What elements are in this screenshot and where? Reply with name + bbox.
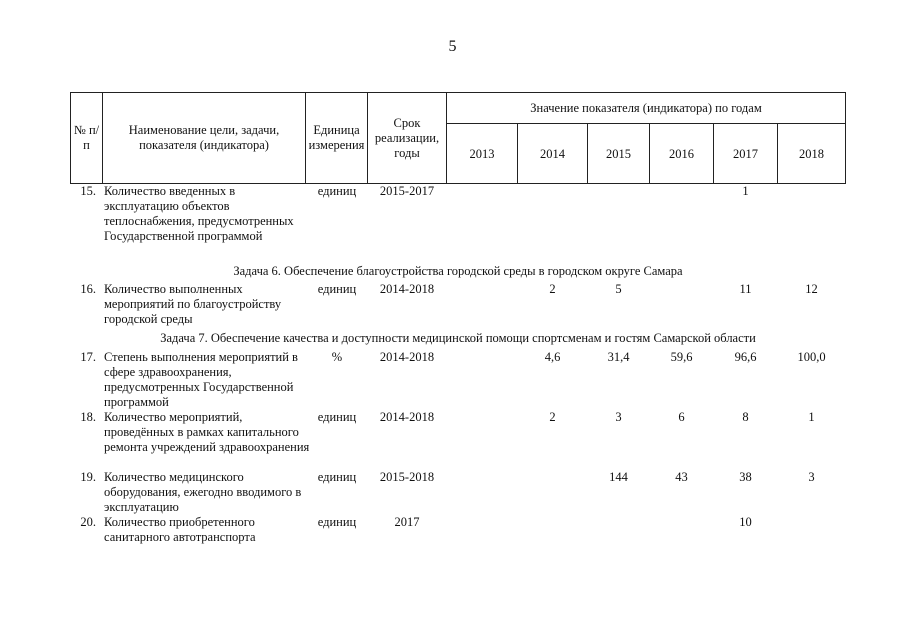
row-name: Количество приобретенного санитарного автотранспорта bbox=[104, 515, 256, 544]
row-name: Количество мероприятий, проведённых в рамках капитального ремонта учреждений здравоохранения bbox=[104, 410, 310, 454]
row-value: 2 bbox=[549, 410, 556, 424]
row-value: 11 bbox=[739, 282, 752, 296]
row-value: 3 bbox=[615, 410, 622, 424]
row-name: Степень выполнения мероприятий в сфере здравоохранения, предусмотренных Государственной программой bbox=[104, 350, 298, 409]
row-unit: единиц bbox=[317, 184, 357, 198]
header-year: 2015 bbox=[606, 146, 631, 161]
row-period: 2014-2018 bbox=[379, 410, 435, 424]
row-name: Количество медицинского оборудования, ежегодно вводимого в эксплуатацию bbox=[104, 470, 302, 514]
header-year: 2017 bbox=[733, 146, 758, 161]
header-unit: Единица измерения bbox=[308, 123, 365, 152]
row-value: 38 bbox=[739, 470, 752, 484]
header-name: Наименование цели, задачи, показателя (индикатора) bbox=[128, 123, 280, 152]
row-period: 2014-2018 bbox=[379, 350, 435, 364]
row-period: 2015-2017 bbox=[379, 184, 435, 198]
row-value: 6 bbox=[678, 410, 685, 424]
header-period: Срок реализации, годы bbox=[374, 115, 440, 160]
row-name: Количество выполненных мероприятий по благоустройству городской среды bbox=[104, 282, 282, 326]
header-values-title: Значение показателя (индикатора) по годам bbox=[530, 100, 762, 115]
header-year: 2014 bbox=[540, 146, 565, 161]
row-value: 31,4 bbox=[607, 350, 630, 364]
row-value: 1 bbox=[808, 410, 815, 424]
row-unit: единиц bbox=[317, 470, 357, 484]
section-heading: Задача 7. Обеспечение качества и доступности медицинской помощи спортсменам и гостям Самарской области bbox=[160, 331, 756, 345]
row-period: 2017 bbox=[394, 515, 420, 529]
row-unit: % bbox=[331, 350, 343, 364]
row-value: 43 bbox=[675, 470, 688, 484]
row-num: 18. bbox=[80, 410, 96, 424]
table-header bbox=[70, 92, 846, 184]
header-year: 2018 bbox=[799, 146, 824, 161]
page-number: 5 bbox=[448, 38, 457, 55]
section-heading: Задача 6. Обеспечение благоустройства городской среды в городском округе Самара bbox=[233, 264, 683, 278]
row-value: 5 bbox=[615, 282, 622, 296]
row-value: 4,6 bbox=[544, 350, 561, 364]
row-unit: единиц bbox=[317, 282, 357, 296]
header-num: № п/п bbox=[73, 123, 100, 152]
header-year: 2013 bbox=[469, 146, 495, 161]
row-value: 100,0 bbox=[797, 350, 826, 364]
row-value: 96,6 bbox=[734, 350, 757, 364]
row-value: 2 bbox=[549, 282, 556, 296]
row-value: 8 bbox=[742, 410, 749, 424]
header-year: 2016 bbox=[669, 146, 694, 161]
row-value: 3 bbox=[808, 470, 815, 484]
row-value: 144 bbox=[609, 470, 628, 484]
row-value: 1 bbox=[742, 184, 749, 198]
row-unit: единиц bbox=[317, 410, 357, 424]
row-num: 15. bbox=[80, 184, 96, 198]
row-num: 17. bbox=[80, 350, 96, 364]
row-name: Количество введенных в эксплуатацию объектов теплоснабжения, предусмотренных Государственной программой bbox=[104, 184, 294, 243]
row-period: 2015-2018 bbox=[379, 470, 435, 484]
row-num: 19. bbox=[80, 470, 96, 484]
row-value: 10 bbox=[739, 515, 752, 529]
row-num: 20. bbox=[80, 515, 96, 529]
row-unit: единиц bbox=[317, 515, 357, 529]
row-period: 2014-2018 bbox=[379, 282, 435, 296]
row-value: 59,6 bbox=[670, 350, 693, 364]
row-num: 16. bbox=[80, 282, 96, 296]
row-value: 12 bbox=[805, 282, 818, 296]
